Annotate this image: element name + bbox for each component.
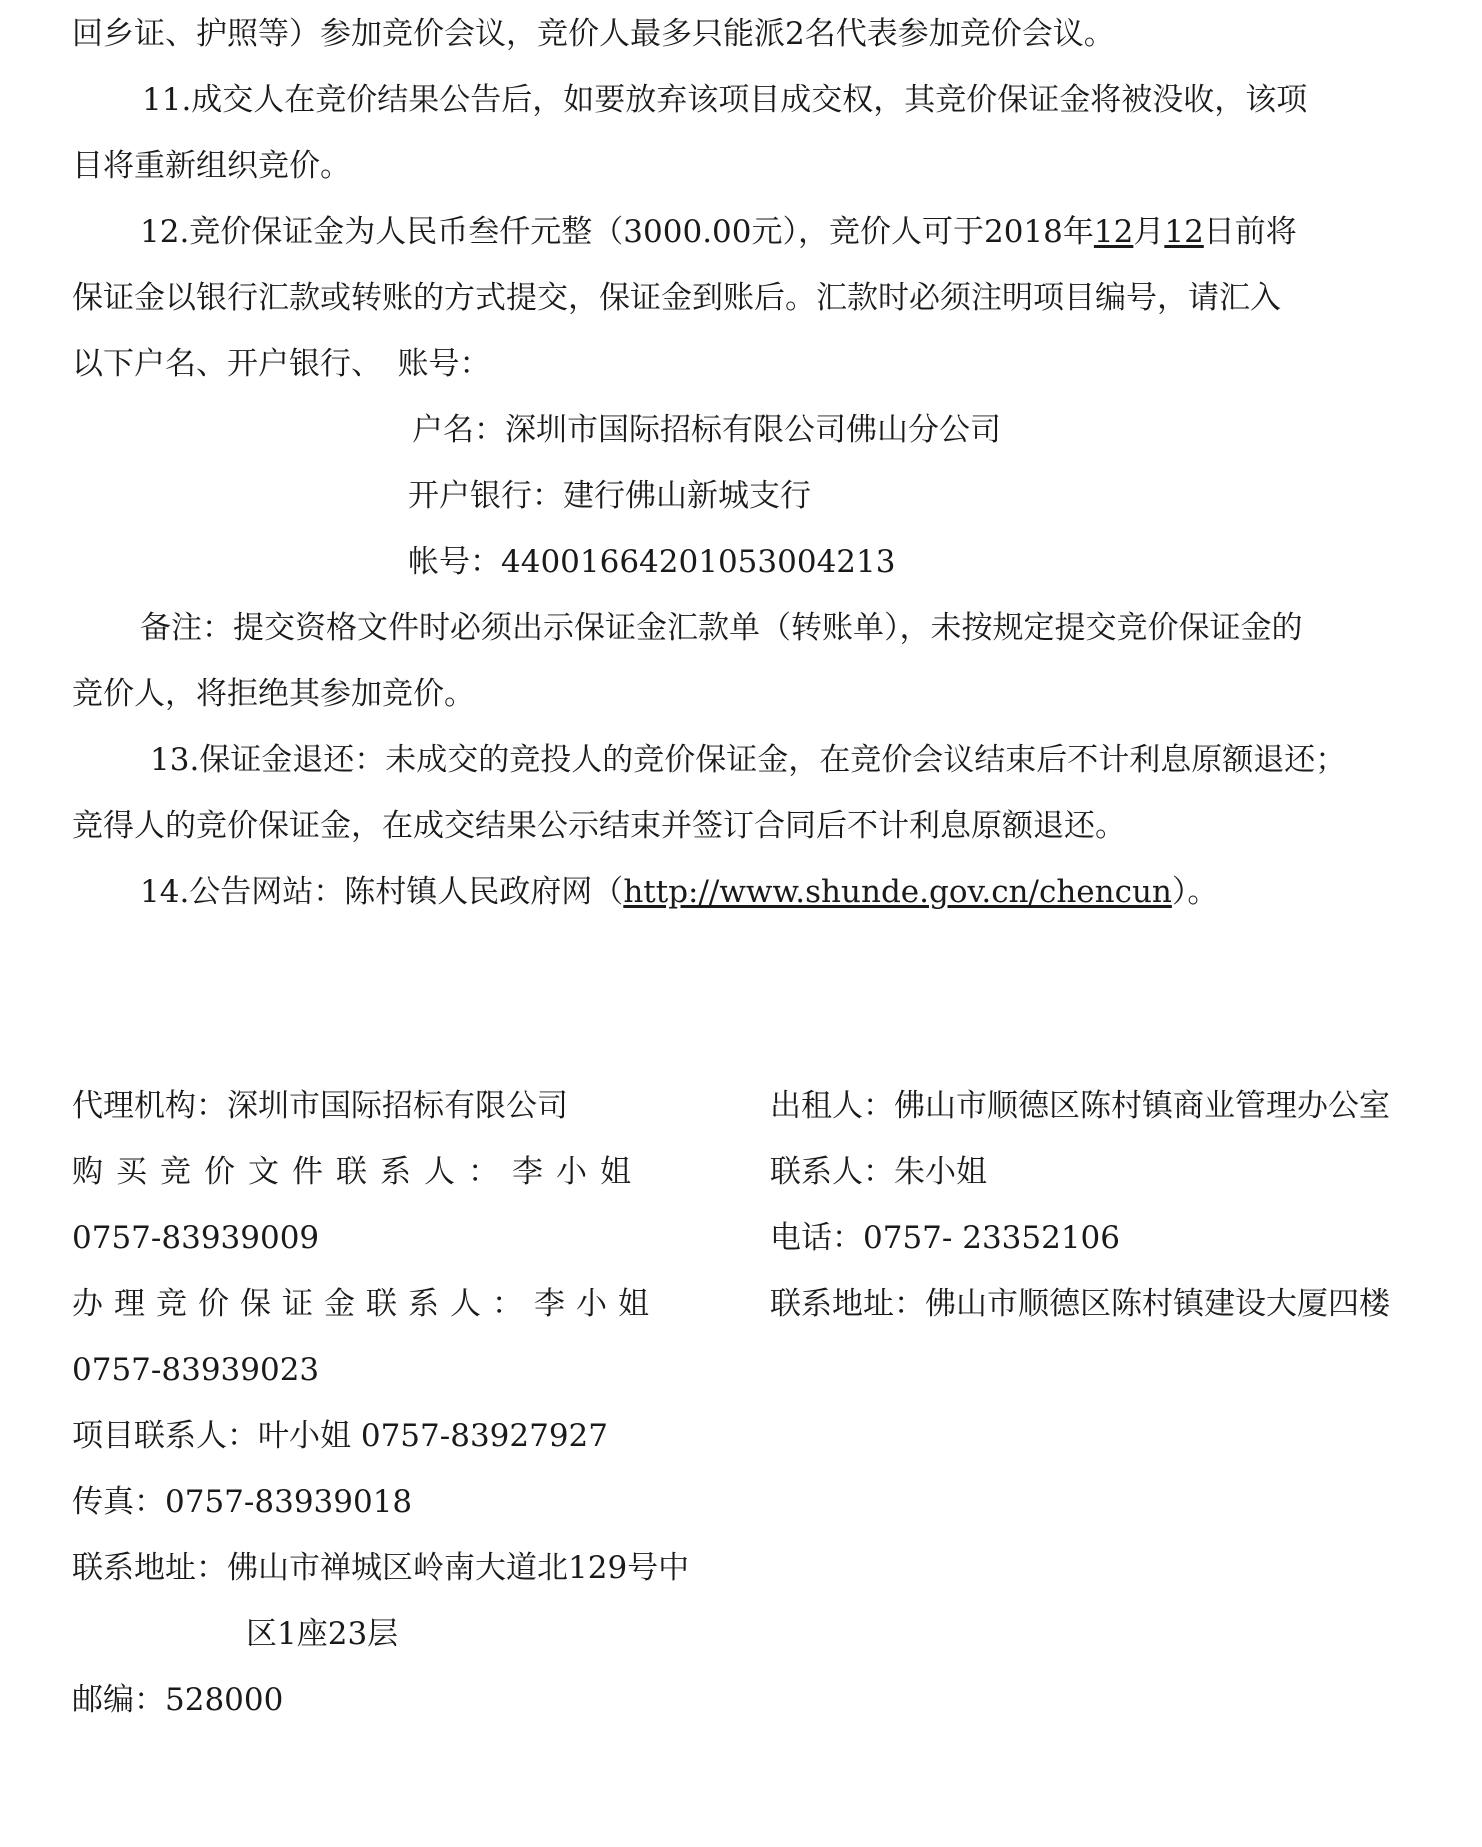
item-12-day: 12: [1164, 214, 1204, 250]
item-12-month-unit: 月: [1133, 214, 1165, 250]
item-14-url-link[interactable]: http://www.shunde.gov.cn/chencun: [623, 874, 1172, 910]
item-11-line-2: 目将重新组织竞价。: [72, 148, 351, 184]
lessor-name: 出租人：佛山市顺德区陈村镇商业管理办公室: [770, 1088, 1390, 1124]
lessor-phone: 电话：0757- 23352106: [770, 1220, 1121, 1256]
item-14-text-after: ）。: [1171, 874, 1219, 910]
agent-deposit-contact: 办理竞价保证金联系人：李小姐: [72, 1286, 660, 1322]
item-12-month: 12: [1093, 214, 1134, 250]
item-12-line-1: [140, 212, 1297, 252]
item-14-line: [140, 872, 1218, 912]
item-12-text-after: 日前将: [1203, 214, 1297, 250]
agent-deposit-phone: 0757-83939023: [72, 1352, 320, 1388]
agent-buy-phone: 0757-83939009: [72, 1220, 320, 1256]
agent-postcode: 邮编：528000: [72, 1682, 284, 1718]
remark-line-1: 备注：提交资格文件时必须出示保证金汇款单（转账单），未按规定提交竞价保证金的: [140, 610, 1303, 646]
item-12-line-2: 保证金以银行汇款或转账的方式提交，保证金到账后。汇款时必须注明项目编号，请汇入: [72, 280, 1281, 316]
account-number: 44001664201053004213: [501, 544, 896, 580]
intro-line: 回乡证、护照等）参加竞价会议，竞价人最多只能派2名代表参加竞价会议。: [72, 16, 1115, 52]
agent-address-line-1: 联系地址：佛山市禅城区岭南大道北129号中: [72, 1550, 690, 1586]
account-number-label: 帐号：: [408, 544, 501, 580]
item-14-text-before: 14.公告网站：陈村镇人民政府网（: [140, 874, 624, 910]
account-number-line: [408, 542, 895, 582]
item-13-line-2: 竞得人的竞价保证金，在成交结果公示结束并签订合同后不计利息原额退还。: [72, 808, 1126, 844]
item-13-line-1: 13.保证金退还：未成交的竞投人的竞价保证金，在竞价会议结束后不计利息原额退还；: [150, 742, 1347, 778]
agent-fax: 传真：0757-83939018: [72, 1484, 413, 1520]
account-bank: 开户银行：建行佛山新城支行: [408, 478, 811, 514]
item-12-line-3: 以下户名、开户银行、 账号：: [72, 346, 491, 382]
agent-address-line-2: 区1座23层: [246, 1616, 399, 1652]
lessor-address: 联系地址：佛山市顺德区陈村镇建设大厦四楼: [770, 1286, 1390, 1322]
agent-buy-contact: 购买竞价文件联系人：李小姐: [72, 1154, 644, 1190]
account-name: 户名：深圳市国际招标有限公司佛山分公司: [412, 412, 1001, 448]
remark-line-2: 竞价人，将拒绝其参加竞价。: [72, 676, 475, 712]
lessor-contact: 联系人：朱小姐: [770, 1154, 987, 1190]
agent-project-contact: 项目联系人：叶小姐 0757-83927927: [72, 1418, 609, 1454]
item-12-text-before: 12.竞价保证金为人民币叁仟元整（3000.00元），竞价人可于2018年: [140, 214, 1094, 250]
agent-org: 代理机构：深圳市国际招标有限公司: [72, 1088, 568, 1124]
item-11-line-1: 11.成交人在竞价结果公告后，如要放弃该项目成交权，其竞价保证金将被没收，该项: [142, 82, 1308, 118]
